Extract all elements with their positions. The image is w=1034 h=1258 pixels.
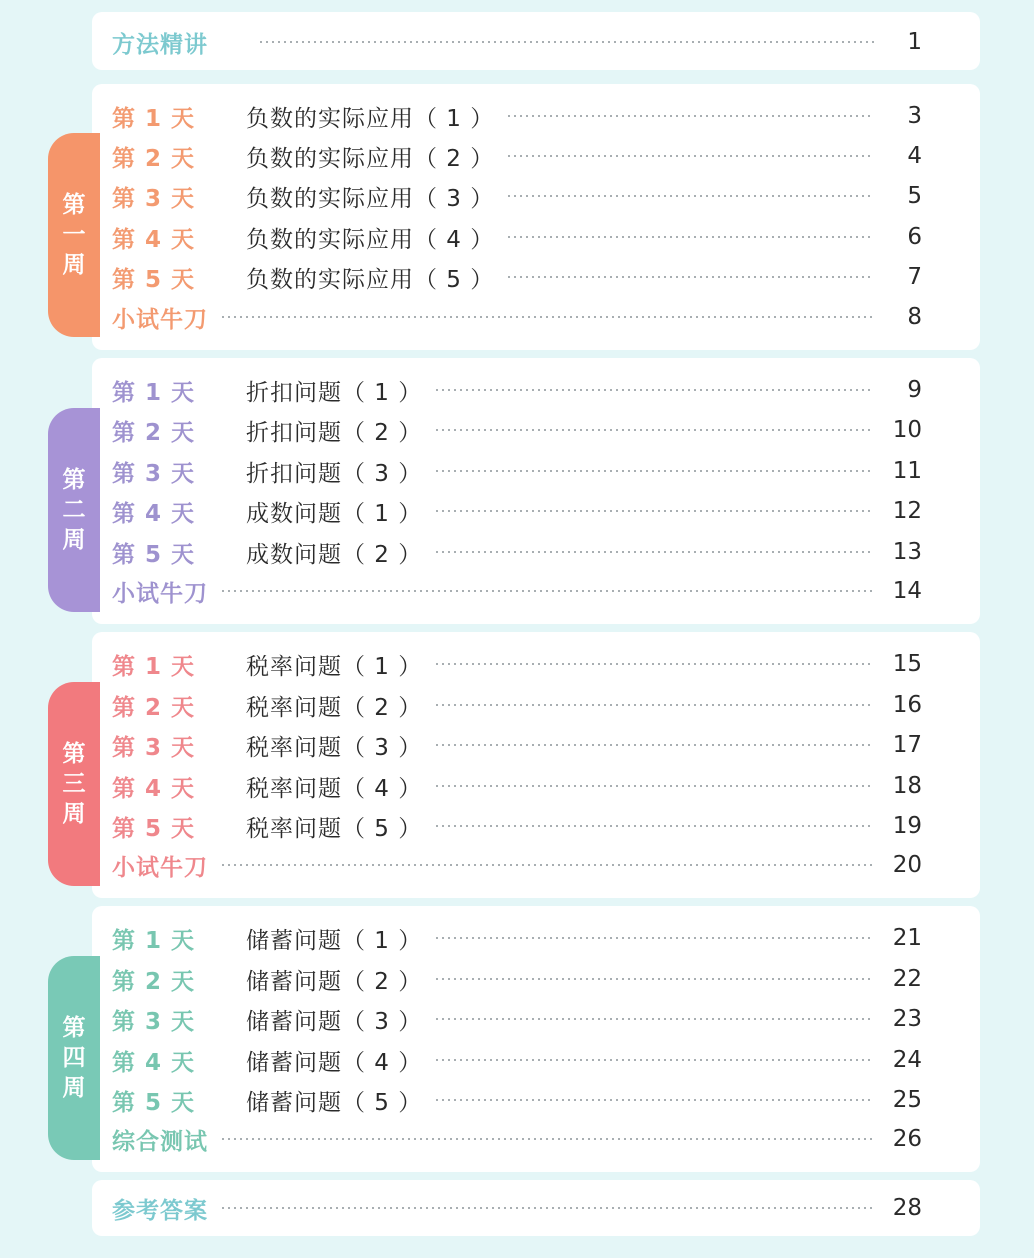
page-number: 15 — [892, 651, 922, 677]
toc-row[interactable] — [112, 451, 922, 491]
toc-row[interactable] — [112, 176, 922, 216]
dot-leader — [220, 1207, 874, 1209]
day-label: 第 4 天 — [112, 500, 196, 527]
dot-leader — [506, 276, 874, 278]
toc-row[interactable] — [112, 410, 922, 450]
dot-leader — [434, 825, 874, 827]
dot-leader — [434, 551, 874, 553]
toc-row[interactable] — [112, 644, 922, 684]
topic-title: 成数问题（ 2 ） — [246, 541, 423, 568]
day-label: 第 4 天 — [112, 226, 196, 253]
page-number: 5 — [907, 183, 922, 209]
day-label: 第 3 天 — [112, 1008, 196, 1035]
toc-row[interactable] — [112, 370, 922, 410]
dot-leader — [506, 155, 874, 157]
page-number: 3 — [907, 103, 922, 129]
dot-leader — [434, 429, 874, 431]
page-number: 14 — [892, 578, 922, 604]
toc-row[interactable] — [112, 491, 922, 531]
day-label: 第 2 天 — [112, 968, 196, 995]
toc-row[interactable] — [112, 136, 922, 176]
page-number: 6 — [907, 224, 922, 250]
topic-title: 负数的实际应用（ 3 ） — [246, 185, 495, 212]
page-number: 11 — [892, 458, 922, 484]
day-label: 第 5 天 — [112, 1089, 196, 1116]
toc-row[interactable] — [112, 999, 922, 1039]
topic-title: 折扣问题（ 3 ） — [246, 460, 423, 487]
topic-title: 税率问题（ 4 ） — [246, 775, 423, 802]
dot-leader — [506, 236, 874, 238]
toc-row[interactable] — [112, 806, 922, 846]
day-label: 小试牛刀 — [112, 580, 208, 607]
week-2-tab-char: 二 — [62, 497, 86, 523]
dot-leader — [220, 1138, 874, 1140]
week-4-tab-char: 第 — [62, 1015, 86, 1041]
dot-leader — [220, 864, 874, 866]
day-label: 小试牛刀 — [112, 854, 208, 881]
day-label: 第 5 天 — [112, 815, 196, 842]
dot-leader — [434, 470, 874, 472]
toc-label-intro: 方法精讲 — [112, 31, 208, 58]
toc-row[interactable] — [112, 571, 922, 611]
day-label: 第 1 天 — [112, 927, 196, 954]
dot-leader — [434, 704, 874, 706]
toc-label-answers: 参考答案 — [112, 1197, 208, 1224]
topic-title: 储蓄问题（ 1 ） — [246, 927, 423, 954]
topic-title: 折扣问题（ 2 ） — [246, 419, 423, 446]
toc-row[interactable] — [112, 1040, 922, 1080]
week-1-tab-char: 周 — [62, 252, 86, 278]
dot-leader — [506, 195, 874, 197]
week-3-tab — [48, 682, 100, 886]
page-number: 7 — [907, 264, 922, 290]
toc-row-answers[interactable] — [112, 1188, 922, 1228]
dot-leader — [220, 316, 874, 318]
week-4-tab — [48, 956, 100, 1160]
topic-title: 储蓄问题（ 2 ） — [246, 968, 423, 995]
page-number: 18 — [892, 773, 922, 799]
week-3-tab-char: 三 — [62, 771, 86, 797]
toc-row-intro[interactable] — [112, 22, 922, 62]
topic-title: 成数问题（ 1 ） — [246, 500, 423, 527]
toc-row[interactable] — [112, 532, 922, 572]
page-number: 22 — [892, 966, 922, 992]
toc-row[interactable] — [112, 257, 922, 297]
day-label: 第 2 天 — [112, 694, 196, 721]
toc-row[interactable] — [112, 845, 922, 885]
page-number: 21 — [892, 925, 922, 951]
day-label: 第 5 天 — [112, 266, 196, 293]
toc-row[interactable] — [112, 297, 922, 337]
topic-title: 负数的实际应用（ 2 ） — [246, 145, 495, 172]
topic-title: 负数的实际应用（ 1 ） — [246, 105, 495, 132]
toc-row[interactable] — [112, 766, 922, 806]
topic-title: 储蓄问题（ 5 ） — [246, 1089, 423, 1116]
page-number: 19 — [892, 813, 922, 839]
page-number: 25 — [892, 1087, 922, 1113]
dot-leader — [434, 1059, 874, 1061]
week-1-tab-char: 一 — [62, 222, 86, 248]
toc-row[interactable] — [112, 1080, 922, 1120]
dot-leader — [434, 389, 874, 391]
day-label: 第 2 天 — [112, 419, 196, 446]
page-number: 16 — [892, 692, 922, 718]
toc-row[interactable] — [112, 959, 922, 999]
topic-title: 税率问题（ 2 ） — [246, 694, 423, 721]
day-label: 综合测试 — [112, 1128, 208, 1155]
topic-title: 税率问题（ 1 ） — [246, 653, 423, 680]
week-2-tab — [48, 408, 100, 612]
day-label: 第 4 天 — [112, 775, 196, 802]
page-number: 4 — [907, 143, 922, 169]
dot-leader — [434, 663, 874, 665]
dot-leader — [434, 785, 874, 787]
page-number: 8 — [907, 304, 922, 330]
page-number: 17 — [892, 732, 922, 758]
toc-row[interactable] — [112, 217, 922, 257]
day-label: 第 1 天 — [112, 653, 196, 680]
dot-leader — [434, 510, 874, 512]
page-number: 24 — [892, 1047, 922, 1073]
toc-row[interactable] — [112, 96, 922, 136]
page-number: 9 — [907, 377, 922, 403]
topic-title: 负数的实际应用（ 4 ） — [246, 226, 495, 253]
week-4-tab-char: 四 — [62, 1045, 86, 1071]
toc-row[interactable] — [112, 725, 922, 765]
dot-leader — [434, 1099, 874, 1101]
week-2-tab-char: 第 — [62, 467, 86, 493]
topic-title: 储蓄问题（ 3 ） — [246, 1008, 423, 1035]
dot-leader — [220, 590, 874, 592]
dot-leader — [434, 1018, 874, 1020]
dot-leader — [506, 115, 874, 117]
page-number: 26 — [892, 1126, 922, 1152]
week-1-tab-char: 第 — [62, 192, 86, 218]
topic-title: 负数的实际应用（ 5 ） — [246, 266, 495, 293]
week-4-tab-char: 周 — [62, 1075, 86, 1101]
day-label: 第 3 天 — [112, 460, 196, 487]
week-1-tab — [48, 133, 100, 337]
page-number: 13 — [892, 539, 922, 565]
week-3-tab-char: 周 — [62, 801, 86, 827]
day-label: 第 2 天 — [112, 145, 196, 172]
day-label: 第 3 天 — [112, 185, 196, 212]
toc-row[interactable] — [112, 685, 922, 725]
dot-leader — [258, 41, 874, 43]
page-number: 28 — [892, 1195, 922, 1221]
page-number: 1 — [907, 29, 922, 55]
page-number: 23 — [892, 1006, 922, 1032]
day-label: 第 4 天 — [112, 1049, 196, 1076]
toc-row[interactable] — [112, 918, 922, 958]
page-number: 20 — [892, 852, 922, 878]
page-number: 10 — [892, 417, 922, 443]
page-number: 12 — [892, 498, 922, 524]
week-2-tab-char: 周 — [62, 527, 86, 553]
toc-row[interactable] — [112, 1119, 922, 1159]
dot-leader — [434, 744, 874, 746]
topic-title: 储蓄问题（ 4 ） — [246, 1049, 423, 1076]
dot-leader — [434, 937, 874, 939]
day-label: 第 1 天 — [112, 105, 196, 132]
topic-title: 税率问题（ 3 ） — [246, 734, 423, 761]
day-label: 第 1 天 — [112, 379, 196, 406]
day-label: 第 5 天 — [112, 541, 196, 568]
dot-leader — [434, 978, 874, 980]
day-label: 第 3 天 — [112, 734, 196, 761]
topic-title: 折扣问题（ 1 ） — [246, 379, 423, 406]
week-3-tab-char: 第 — [62, 741, 86, 767]
topic-title: 税率问题（ 5 ） — [246, 815, 423, 842]
day-label: 小试牛刀 — [112, 306, 208, 333]
